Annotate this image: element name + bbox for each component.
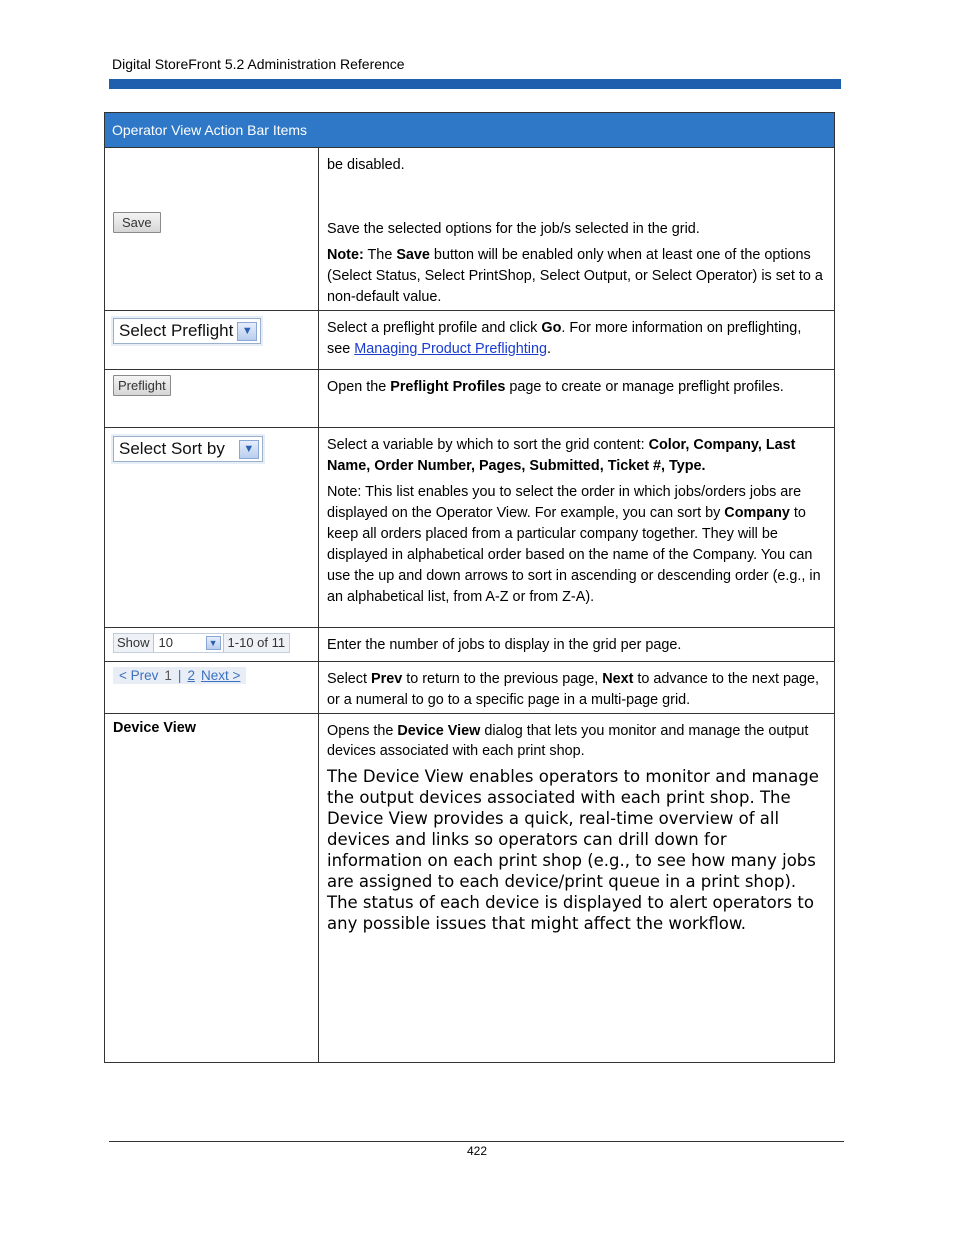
table-cell [105,311,319,370]
table-row [105,148,835,311]
table-cell [105,714,319,1063]
table-cell [105,662,319,714]
table-cell [319,628,835,662]
table-cell [319,148,835,311]
table-row [105,662,835,714]
chevron-down-icon: ▼ [206,636,221,650]
chevron-down-icon: ▼ [239,440,259,459]
footer-rule [109,1141,844,1142]
table-row [105,428,835,628]
table-cell [319,662,835,714]
table-cell [319,428,835,628]
table-cell [319,311,835,370]
action-bar-items-table [104,112,835,1063]
sort-description: Select a variable by which to sort the grid content: Color, Company, Last Name, Order Number, Pages, Submitted, Ticket #, Type. [327,437,796,474]
select-sort-image: Select Sort by ▼ [113,436,263,462]
device-view-detail: The Device View enables operators to monitor and manage the output devices associated with each print shop. The Device View provides a quick, real-time overview of all devices and links so operators can drill down for information on each print shop (e.g., to see how many jobs are assigned to each device/print queue in a print shop). The status of each device is displayed to alert operators to any possible issues that might affect the workflow. [327,767,819,933]
save-description: Save the selected options for the job/s selected in the grid. [327,221,700,237]
device-view-label: Device View [113,720,196,736]
table-heading: Operator View Action Bar Items [105,113,835,148]
table-row [105,370,835,428]
table-cell [105,148,319,311]
select-preflight-description: Select a preflight profile and click Go. For more information on preflighting, see Managing Product Preflighting. [327,320,802,357]
table-cell [105,428,319,628]
preflight-button-image: Preflight [113,375,171,396]
table-cell [319,370,835,428]
table-row [105,628,835,662]
select-preflight-image: Select Preflight ▼ [113,318,261,344]
show-description: Enter the number of jobs to display in the grid per page. [327,637,682,653]
sort-note: Note: This list enables you to select the order in which jobs/orders jobs are displayed on the Operator View. For example, you can sort by Company to keep all orders placed from a particular company together. They will be displayed in alphabetical order based on the name of the Company. You can use the up and down arrows to sort in ascending or descending order (e.g., in an alphabetical list, from A-Z or from Z-A). [327,484,821,605]
save-button-image: Save [113,212,161,233]
table-cell [105,370,319,428]
pager-image: < Prev 1 | 2 Next > [113,667,246,684]
continued-text: be disabled. [327,157,405,173]
preflight-description: Open the Preflight Profiles page to create or manage preflight profiles. [327,379,784,395]
header-rule [109,79,841,89]
document-header: Digital StoreFront 5.2 Administration Reference [112,56,405,72]
table-cell [105,628,319,662]
save-note: Note: The Save button will be enabled only when at least one of the options (Select Status, Select PrintShop, Select Output, or Select Operator) is set to a non-default value. [327,247,823,305]
managing-preflighting-link[interactable]: Managing Product Preflighting [354,341,547,357]
table-row [105,311,835,370]
table-cell [319,714,835,1063]
device-view-description: Opens the Device View dialog that lets you monitor and manage the output devices associated with each print shop. [327,723,809,759]
show-per-page-image: Show 10 ▼ 1-10 of 11 [113,633,290,653]
table-row [105,714,835,1063]
chevron-down-icon: ▼ [237,322,257,341]
pager-description: Select Prev to return to the previous page, Next to advance to the next page, or a numeral to go to a specific page in a multi-page grid. [327,671,820,708]
page-number: 422 [466,1144,488,1158]
